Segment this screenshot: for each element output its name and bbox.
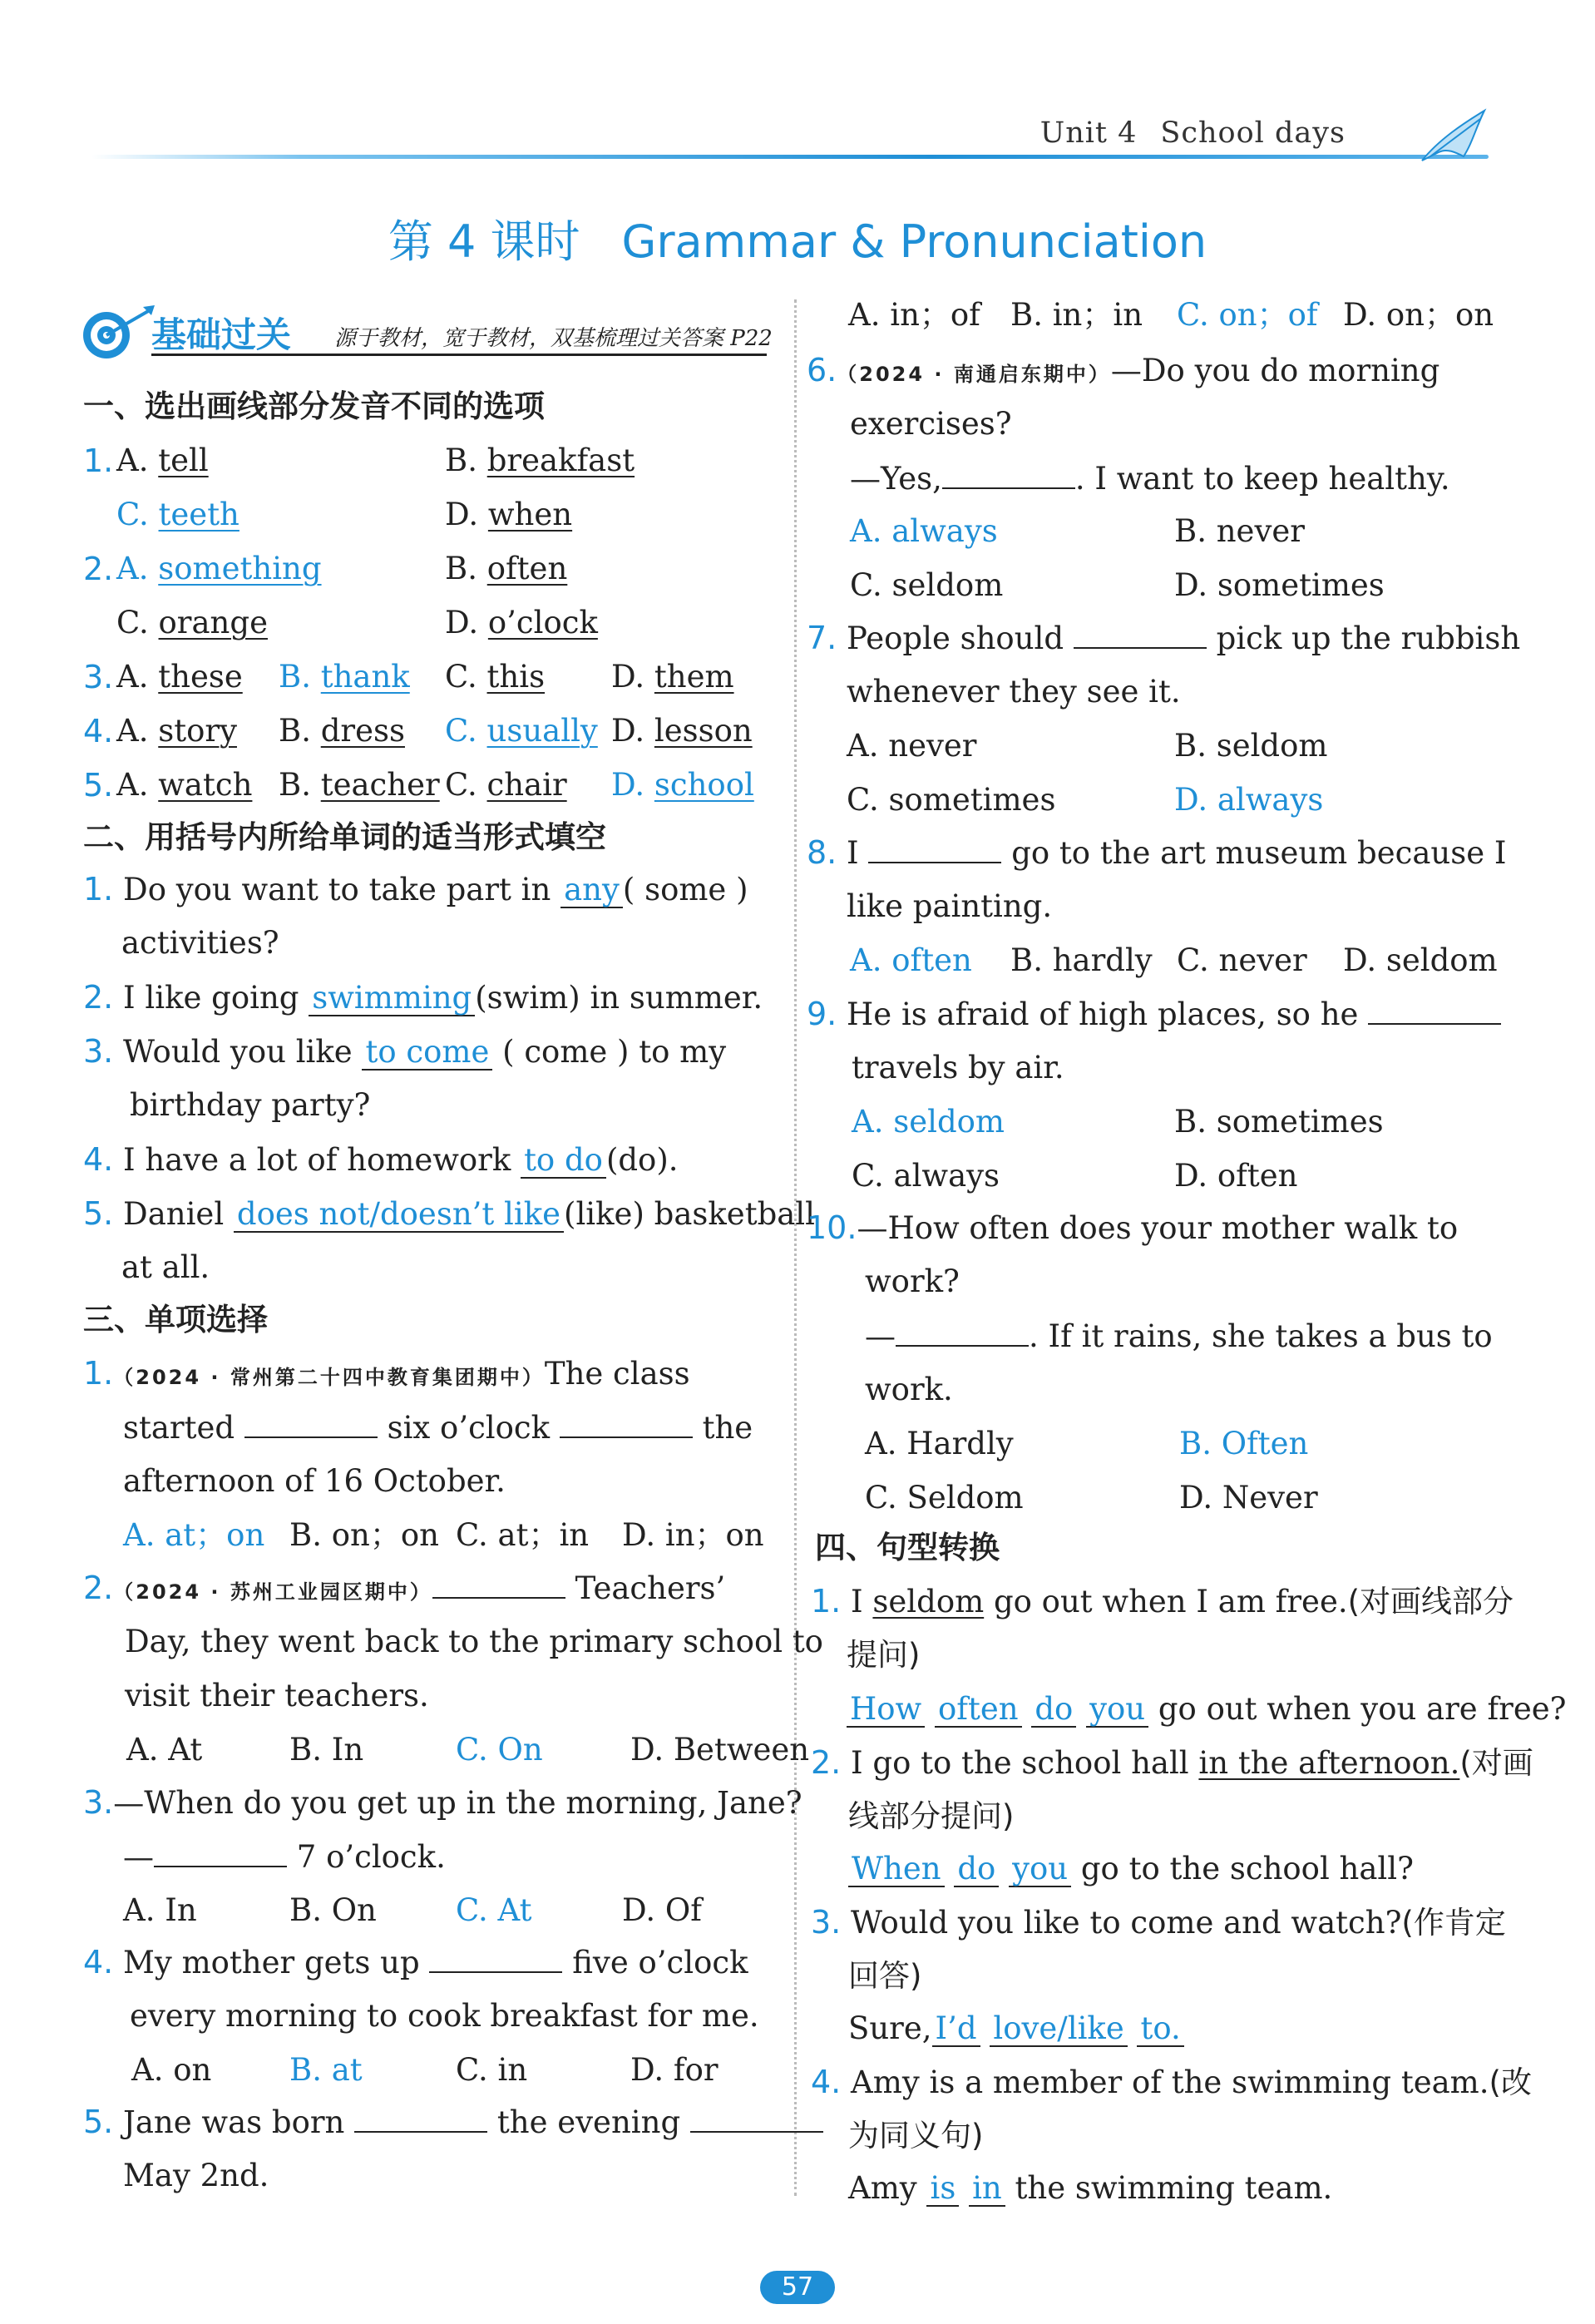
answer-fill: to come [362, 1036, 492, 1071]
phonics-option: C. chair [445, 767, 567, 803]
answer-fill: swimming [309, 982, 475, 1016]
phonics-option: A. something [116, 551, 322, 586]
answer-fill: does not/doesn’t like [234, 1199, 564, 1233]
unit-label: Unit 4 [1039, 116, 1138, 150]
mc-option: C. never [1177, 942, 1307, 978]
mc-item-8-line2: like painting. [847, 888, 1053, 924]
transform-item-4-answer: Amy is in the swimming team. [848, 2170, 1333, 2206]
mc-option: B. seldom [1174, 728, 1328, 764]
mc-option: D. Never [1179, 1480, 1318, 1516]
mc-item-6-line3: —Yes, . I want to keep healthy. [850, 461, 1450, 497]
mc-item-8: 8. I go to the art museum because I [807, 834, 1507, 871]
transform-item-1: 1. I seldom go out when I am free.(对画线部分 [811, 1583, 1514, 1619]
phonics-number: 3. [83, 659, 114, 695]
phonics-number: 2. [83, 551, 114, 587]
transform-item-4-line2: 为同义句) [848, 2118, 984, 2153]
phonics-option: C. teeth [116, 497, 239, 532]
section-3-heading: 三、单项选择 [83, 1302, 268, 1338]
mc-option: D. often [1174, 1158, 1298, 1194]
source-tag: （2024 · 南通启东期中） [837, 363, 1111, 386]
mc-option: C. Seldom [865, 1480, 1024, 1516]
phonics-number: 4. [83, 713, 114, 749]
phonics-option: D. school [611, 767, 754, 803]
mc-option: D. sometimes [1174, 567, 1385, 603]
mc-item-6-line2: exercises? [850, 406, 1012, 442]
mc-option: A. often [850, 942, 972, 978]
mc-option: C. in [456, 2052, 528, 2088]
fill-item-2: 2. I like going swimming (swim) in summer. [83, 979, 763, 1016]
phonics-option: B. often [445, 551, 568, 586]
mc-option: A. never [847, 728, 977, 764]
mc-option: B. sometimes [1174, 1104, 1384, 1140]
mc-option: B. Often [1179, 1426, 1309, 1461]
mc-item-5-line2: May 2nd. [123, 2158, 269, 2193]
mc-option: C. at；in [456, 1517, 590, 1553]
phonics-option: D. lesson [611, 713, 753, 749]
mc-option: B. never [1174, 513, 1305, 549]
mc-option: D. Between [630, 1732, 810, 1768]
fill-item-1: 1. Do you want to take part in any ( some ) [83, 871, 748, 907]
transform-item-1-line2: 提问) [847, 1637, 921, 1673]
phonics-option: A. tell [116, 443, 209, 478]
mc-option: A. In [123, 1892, 197, 1928]
mc-option: C. On [456, 1732, 543, 1768]
mc-option: C. seldom [850, 567, 1004, 603]
section-4-heading: 四、句型转换 [815, 1530, 1000, 1565]
transform-item-4: 4. Amy is a member of the swimming team.(改 [811, 2064, 1532, 2100]
transform-item-1-answer: How often do you go out when you are free? [847, 1694, 1566, 1728]
mc-item-3-line2: — 7 o’clock. [123, 1839, 446, 1875]
mc-option: C. always [852, 1158, 1000, 1194]
answer-fill: to do [521, 1145, 606, 1179]
phonics-option: A. watch [116, 767, 253, 803]
mc-option: A. on [131, 2052, 212, 2088]
section-1-heading: 一、选出画线部分发音不同的选项 [83, 388, 545, 424]
mc-item-9: 9. He is afraid of high places, so he [807, 998, 1501, 1030]
phonics-option: D. o’clock [445, 605, 598, 640]
page-number: 57 [760, 2271, 835, 2304]
unit-topic: School days [1160, 116, 1346, 150]
badge-label: 基础过关 [151, 314, 292, 355]
transform-item-2: 2. I go to the school hall in the afternoon.(对画 [811, 1744, 1533, 1781]
phonics-option: C. usually [445, 713, 598, 749]
mc-option: D. on；on [1343, 297, 1494, 333]
phonics-option: A. these [116, 659, 243, 695]
mc-option: A. in；of [848, 297, 980, 333]
mc-option: B. at [289, 2052, 363, 2088]
mc-item-1-line3: afternoon of 16 October. [123, 1463, 506, 1499]
page-title [0, 206, 1595, 270]
phonics-option: B. thank [279, 659, 410, 695]
mc-item-6: 6.（2024 · 南通启东期中）—Do you do morning [807, 352, 1440, 388]
mc-option: D. Of [622, 1892, 702, 1928]
mc-item-7-line2: whenever they see it. [847, 674, 1181, 710]
mc-item-7: 7. People should pick up the rubbish [807, 620, 1521, 656]
fill-item-1-cont: activities? [121, 925, 279, 961]
mc-option: B. hardly [1010, 942, 1153, 978]
mc-item-4-line2: every morning to cook breakfast for me. [130, 1998, 759, 2034]
mc-option: A. Hardly [865, 1426, 1014, 1461]
phonics-option: D. when [445, 497, 573, 532]
phonics-number: 5. [83, 767, 114, 804]
transform-item-2-answer: When do you go to the school hall? [848, 1853, 1414, 1887]
transform-item-3: 3. Would you like to come and watch?(作肯定 [811, 1904, 1506, 1941]
section-2-heading: 二、用括号内所给单词的适当形式填空 [83, 819, 606, 855]
mc-option: D. in；on [622, 1517, 764, 1553]
mc-item-1: 1.（2024 · 常州第二十四中教育集团期中）The class [83, 1355, 690, 1392]
mc-option: D. for [630, 2052, 718, 2088]
phonics-number: 1. [83, 443, 114, 479]
mc-option: C. on；of [1177, 297, 1318, 333]
transform-item-3-line2: 回答) [848, 1958, 922, 1994]
mc-option: A. always [850, 513, 998, 549]
mc-option: C. sometimes [847, 782, 1056, 818]
mc-item-10-line3: — . If it rains, she takes a bus to [865, 1318, 1493, 1354]
fill-item-5: 5. Daniel does not/doesn’t like (like) basketball [83, 1195, 815, 1232]
mc-option: B. On [289, 1892, 377, 1928]
phonics-option: C. this [445, 659, 546, 695]
mc-item-10-line4: work. [865, 1372, 953, 1407]
mc-item-2-line3: visit their teachers. [125, 1678, 429, 1713]
answer-fill: any [560, 874, 623, 908]
mc-option: D. seldom [1343, 942, 1498, 978]
lesson-name: Grammar & Pronunciation [621, 215, 1207, 268]
mc-option: A. at；on [123, 1517, 265, 1553]
mc-option: D. always [1174, 782, 1324, 818]
mc-item-9-line2: travels by air. [852, 1050, 1064, 1085]
mc-item-4: 4. My mother gets up five o’clock [83, 1944, 748, 1980]
phonics-option: C. orange [116, 605, 268, 640]
mc-item-10-line2: work? [865, 1263, 960, 1299]
target-icon [75, 304, 158, 362]
mc-option: C. At [456, 1892, 532, 1928]
wave-icon [1414, 106, 1497, 165]
phonics-option: B. teacher [279, 767, 440, 803]
running-header [1040, 116, 1346, 150]
mc-item-5: 5. Jane was born the evening [83, 2106, 823, 2138]
fill-item-5-cont: at all. [121, 1249, 210, 1285]
mc-option: B. in；in [1010, 297, 1143, 333]
badge-underline [151, 354, 767, 356]
column-divider [794, 299, 797, 2196]
transform-item-2-line2: 线部分提问) [848, 1798, 1015, 1834]
phonics-option: B. breakfast [445, 443, 635, 478]
mc-item-2-line2: Day, they went back to the primary school to [125, 1624, 823, 1659]
fill-item-4: 4. I have a lot of homework to do (do). [83, 1141, 679, 1178]
phonics-option: B. dress [279, 713, 405, 749]
mc-item-10: 10.—How often does your mother walk to [807, 1209, 1459, 1246]
badge-subtitle: 源于教材，宽于教材，双基梳理过关答案 P22 [334, 326, 773, 351]
header-rule [91, 155, 1489, 159]
mc-item-2: 2.（2024 · 苏州工业园区期中） Teachers’ [83, 1570, 726, 1606]
mc-option: A. At [126, 1732, 203, 1768]
transform-item-3-answer: Sure, I’d love/like to. [848, 2013, 1184, 2047]
source-tag: （2024 · 苏州工业园区期中） [113, 1580, 432, 1604]
phonics-option: D. them [611, 659, 734, 695]
lesson-number: 第 4 课时 [388, 215, 580, 268]
fill-item-3: 3. Would you like to come ( come ) to my [83, 1033, 727, 1070]
source-tag: （2024 · 常州第二十四中教育集团期中） [113, 1366, 545, 1389]
fill-item-3-cont: birthday party? [130, 1087, 371, 1123]
mc-item-3: 3.—When do you get up in the morning, Jane? [83, 1784, 802, 1821]
phonics-option: A. story [116, 713, 237, 749]
mc-option: B. on；on [289, 1517, 439, 1553]
mc-option: A. seldom [852, 1104, 1005, 1140]
mc-item-1-line2: started six o’clock the [123, 1410, 753, 1446]
mc-option: B. In [289, 1732, 364, 1768]
